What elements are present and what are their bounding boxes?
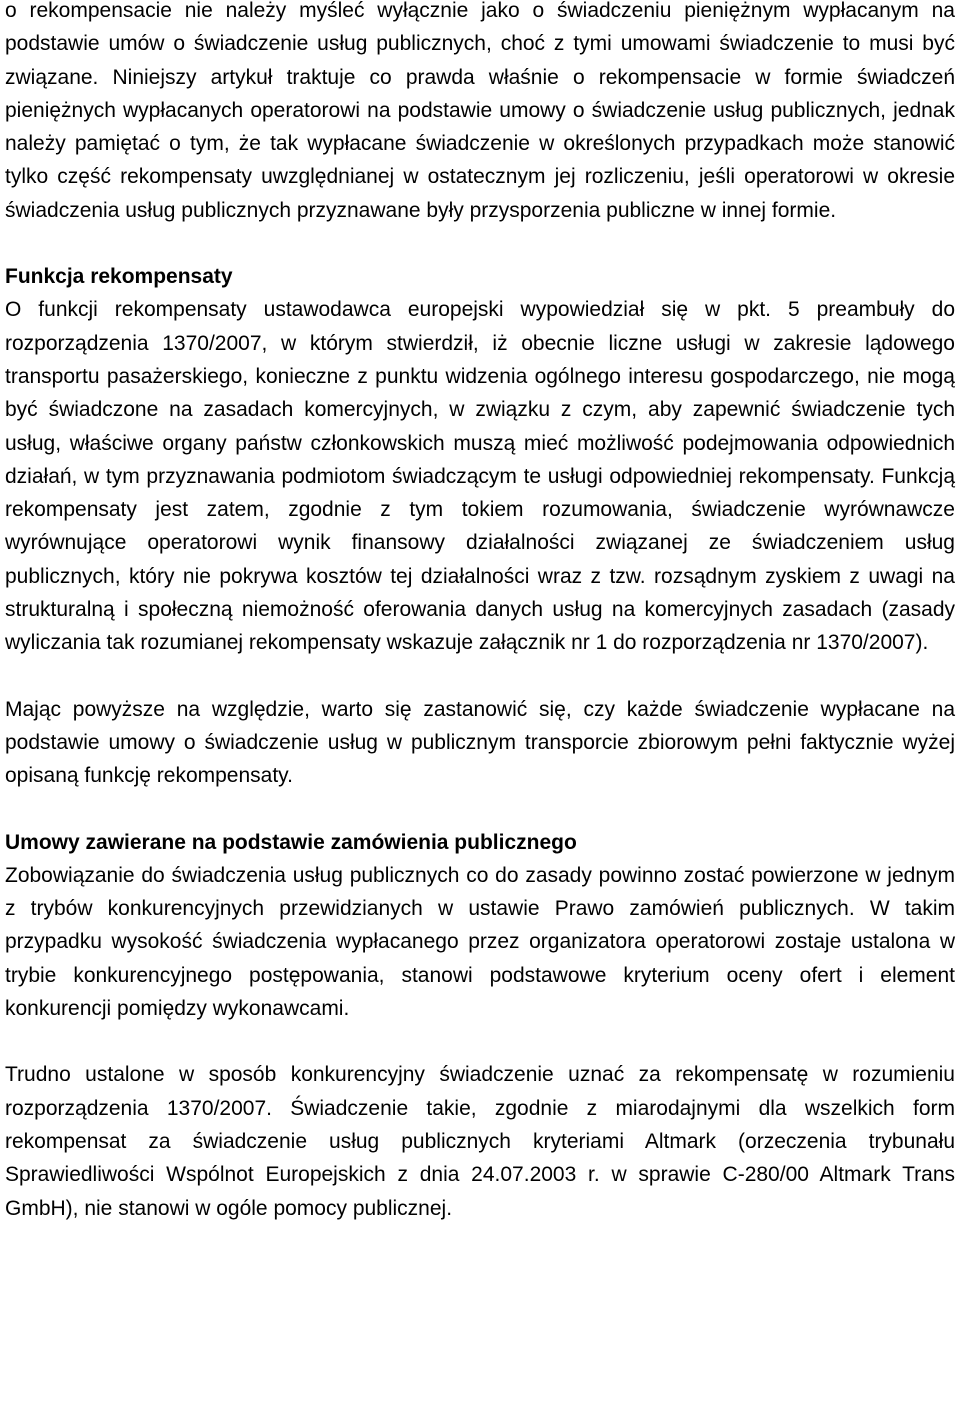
paragraph-intro: o rekompensacie nie należy myśleć wyłącznie jako o świadczeniu pieniężnym wypłacanym na podstawie umów o świadczenie usług publicznych, choć z tymi umowami świadczenie to musi być związane. Niniejszy artykuł traktuje co prawda właśnie o rekompensacie w formie świadczeń pieniężnych wypłacanych operatorowi na podstawie umowy o świadczenie usług publicznych, jednak należy pamiętać o tym, że tak wypłacane świadczenie w określonych przypadkach może stanowić tylko część rekompensaty uwzględnianej w ostatecznym jej rozliczeniu, jeśli operatorowi w okresie świadczenia usług publicznych przyznawane były przysporzenia publiczne w innej formie. (5, 0, 955, 222)
paragraph-considerations: Mając powyższe na względzie, warto się zastanowić się, czy każde świadczenie wypłacane na podstawie umowy o świadczenie usług w publicznym transporcie zbiorowym pełni faktycznie wyżej opisaną funkcję rekompensaty. (5, 697, 955, 788)
heading-umowy-zamowienia: Umowy zawierane na podstawie zamówienia publicznego (5, 830, 577, 854)
document-page (5, 0, 955, 1225)
paragraph-funkcja: O funkcji rekompensaty ustawodawca europejski wypowiedział się w pkt. 5 preambuły do rozporządzenia 1370/2007, w którym stwierdził, iż obecnie liczne usługi w zakresie lądowego transportu pasażerskiego, konieczne z punktu widzenia ogólnego interesu gospodarczego, nie mogą być świadczone na zasadach komercyjnych, w związku z czym, aby zapewnić świadczenie tych usług, właściwe organy państw członkowskich muszą mieć możliwość podejmowania odpowiednich działań, w tym przyznawania podmiotom świadczącym te usługi odpowiedniej rekompensaty. Funkcją rekompensaty jest zatem, zgodnie z tym tokiem rozumowania, świadczenie wyrównawcze wyrównujące operatorowi wynik finansowy działalności związanej ze świadczeniem usług publicznych, który nie pokrywa kosztów tej działalności wraz z tzw. rozsądnym zyskiem z uwagi na strukturalną i społeczną niemożność oferowania danych usług na komercyjnych zasadach (zasady wyliczania tak rozumianej rekompensaty wskazuje załącznik nr 1 do rozporządzenia nr 1370/2007). (5, 298, 955, 655)
paragraph-trudno-ustalone: Trudno ustalone w sposób konkurencyjny świadczenie uznać za rekompensatę w rozumieniu rozporządzenia 1370/2007. Świadczenie takie, zgodnie z miarodajnymi dla wszelkich form rekompensat za świadczenie usług publicznych kryteriami Altmark (orzeczenia trybunału Sprawiedliwości Wspólnot Europejskich z dnia 24.07.2003 r. w sprawie C-280/00 Altmark Trans GmbH), nie stanowi w ogóle pomocy publicznej. (5, 1063, 955, 1220)
paragraph-zobowiazanie: Zobowiązanie do świadczenia usług publicznych co do zasady powinno zostać powierzone w jednym z trybów konkurencyjnych przewidzianych w ustawie Prawo zamówień publicznych. W takim przypadku wysokość świadczenia wypłacanego przez organizatora operatorowi zostaje ustalona w trybie konkurencyjnego postępowania, stanowi podstawowe kryterium oceny ofert i element konkurencji pomiędzy wykonawcami. (5, 863, 955, 1021)
heading-funkcja-rekompensaty: Funkcja rekompensaty (5, 265, 233, 289)
